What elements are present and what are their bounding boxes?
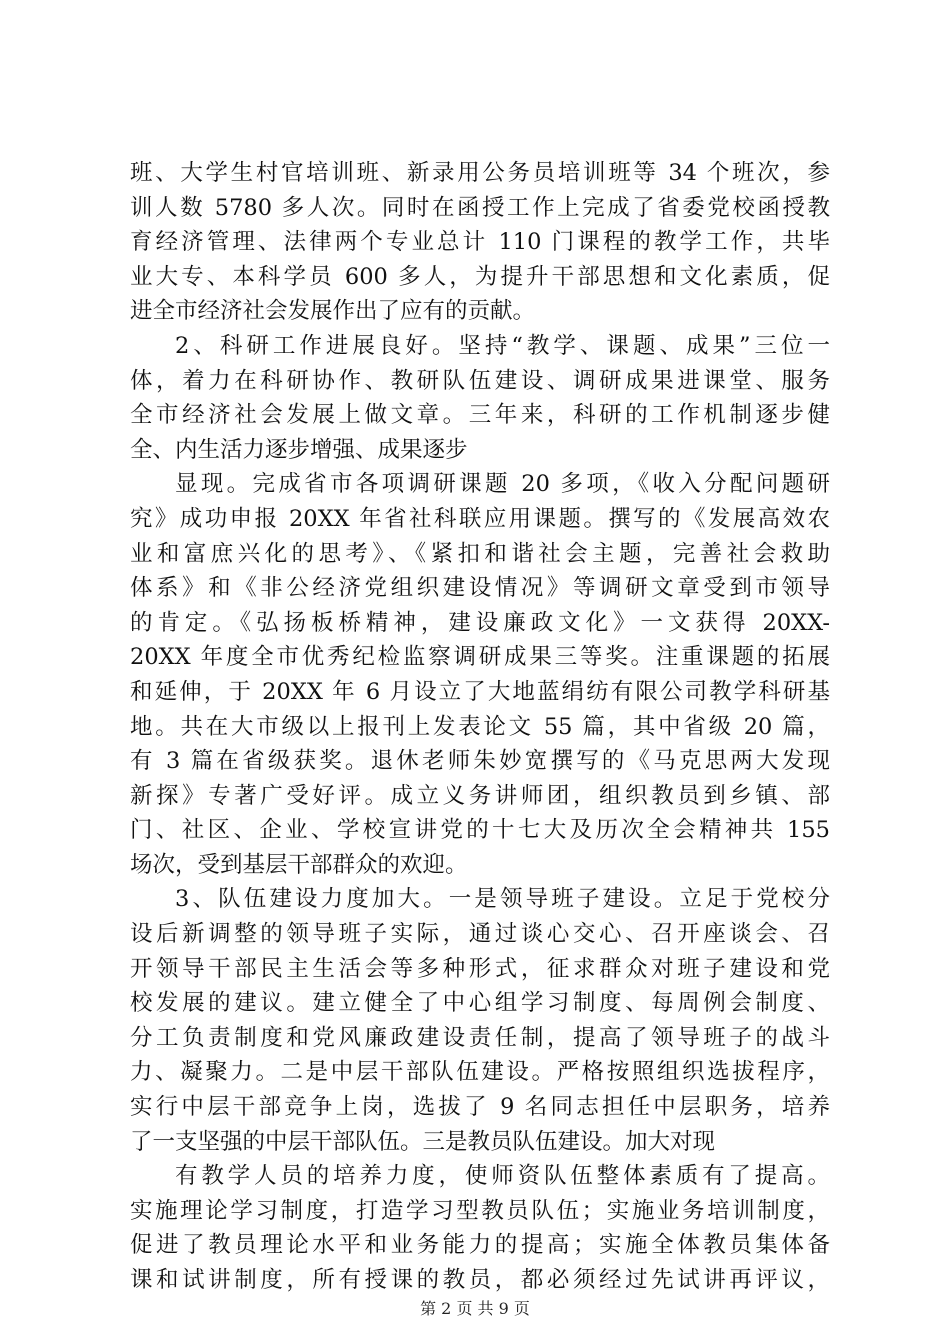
text-line: 课和试讲制度，所有授课的教员，都必须经过先试讲再评议， [130,1267,830,1293]
text-line: 实施理论学习制度，打造学习型教员队伍；实施业务培训制度， [130,1197,830,1224]
text-line: 2、科研工作进展良好。坚持“教学、课题、成果”三位一 [175,332,830,359]
text-line: 班、大学生村官培训班、新录用公务员培训班等 34 个班次，参 [130,160,830,186]
text-line: 促进了教员理论水平和业务能力的提高；实施全体教员集体备 [130,1232,830,1259]
text-line: 场次，受到基层干部群众的欢迎。 [130,851,468,878]
text-line: 有 3 篇在省级获奖。退休老师朱妙宽撰写的《马克思两大发现 [130,748,830,775]
text-line: 校发展的建议。建立健全了中心组学习制度、每周例会制度、 [130,990,830,1017]
text-line: 体，着力在科研协作、教研队伍建设、调研成果进课堂、服务 [130,367,830,394]
text-line: 有教学人员的培养力度，使师资队伍整体素质有了提高。 [175,1163,830,1190]
text-line: 业和富庶兴化的思考》、《紧扣和谐社会主题，完善社会救助 [130,540,830,567]
text-line: 训人数 5780 多人次。同时在函授工作上完成了省委党校函授教 [130,194,830,221]
text-line: 3、队伍建设力度加大。一是领导班子建设。立足于党校分 [175,886,830,913]
text-line: 进全市经济社会发展作出了应有的贡献。 [130,298,536,325]
text-line: 业大专、本科学员 600 多人，为提升干部思想和文化素质，促 [130,263,830,290]
text-line: 的肯定。《弘扬板桥精神，建设廉政文化》一文获得 20XX- [130,609,830,636]
text-line: 显现。完成省市各项调研课题 20 多项，《收入分配问题研 [175,471,830,498]
text-line: 门、社区、企业、学校宣讲党的十七大及历次全会精神共 155 [130,817,830,844]
text-line: 分工负责制度和党风廉政建设责任制，提高了领导班子的战斗 [130,1024,830,1051]
text-line: 育经济管理、法律两个专业总计 110 门课程的教学工作，共毕 [130,229,830,256]
text-line: 设后新调整的领导班子实际，通过谈心交心、召开座谈会、召 [130,921,830,948]
text-line: 20XX 年度全市优秀纪检监察调研成果三等奖。注重课题的拓展 [130,644,830,671]
document-body [130,156,830,1298]
text-line: 开领导干部民主生活会等多种形式，征求群众对班子建设和党 [130,955,830,982]
text-line: 全市经济社会发展上做文章。三年来，科研的工作机制逐步健 [130,402,830,429]
text-line: 体系》和《非公经济党组织建设情况》等调研文章受到市领导 [130,575,830,602]
text-line: 和延伸，于 20XX 年 6 月设立了大地蓝绢纺有限公司教学科研基 [130,678,830,705]
text-line: 新探》专著广受好评。成立义务讲师团，组织教员到乡镇、部 [130,782,830,809]
text-line: 地。共在大市级以上报刊上发表论文 55 篇，其中省级 20 篇， [130,713,830,740]
text-line: 全、内生活力逐步增强、成果逐步 [130,436,468,463]
text-line: 力、凝聚力。二是中层干部队伍建设。严格按照组织选拔程序， [130,1059,830,1086]
page-number-footer: 第 2 页 共 9 页 [420,1299,530,1318]
text-line: 实行中层干部竞争上岗，选拔了 9 名同志担任中层职务，培养 [130,1094,830,1121]
text-line: 了一支坚强的中层干部队伍。三是教员队伍建设。加大对现 [130,1128,716,1155]
text-line: 究》成功申报 20XX 年省社科联应用课题。撰写的《发展高效农 [130,505,830,532]
